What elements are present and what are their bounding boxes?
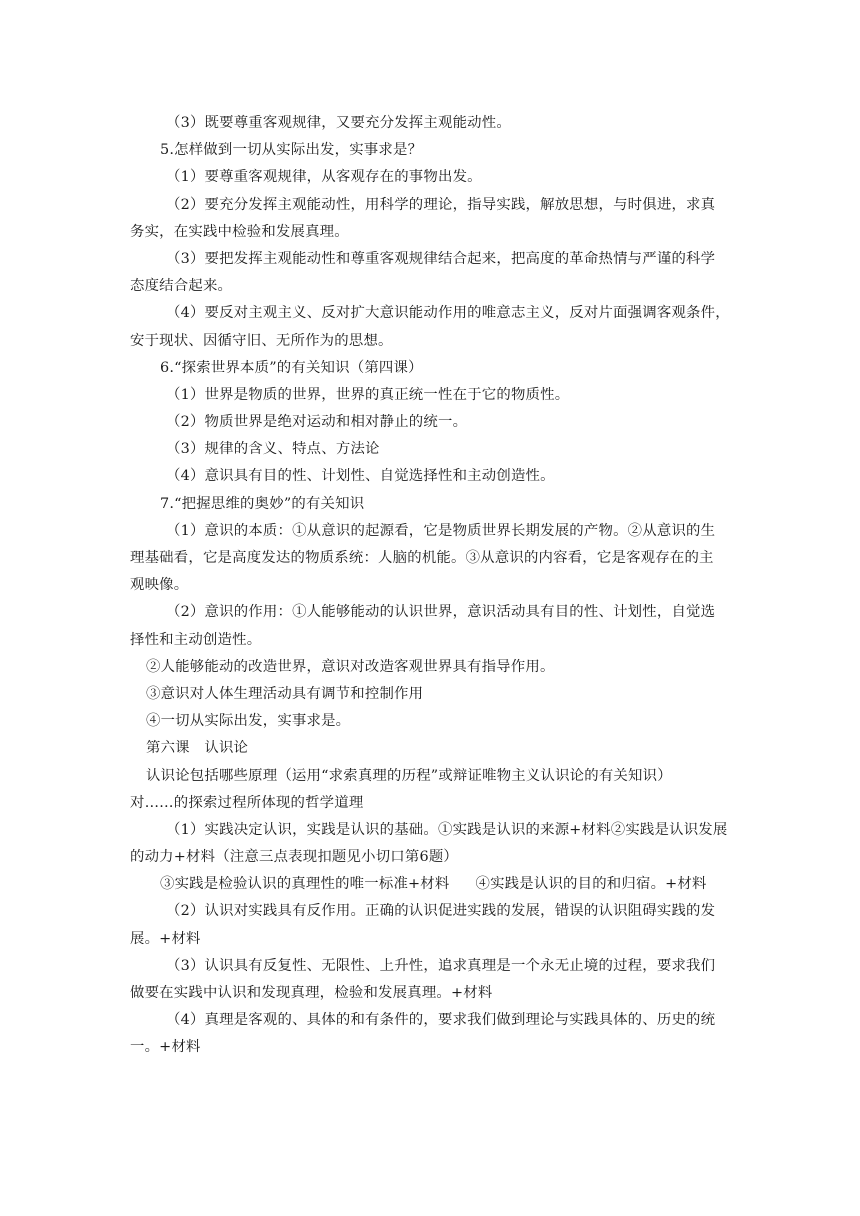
text-line: （2）认识对实践具有反作用。正确的认识促进实践的发展，错误的认识阻碍实践的发 [166,903,716,920]
text-line: （4）要反对主观主义、反对扩大意识能动作用的唯意志主义，反对片面强调客观条件， [166,305,730,322]
text-line: （3）既要尊重客观规律，又要充分发挥主观能动性。 [166,115,511,131]
text-line [130,871,730,898]
chapter-heading: 第六课 认识论 [146,740,249,757]
text-line: （3）要把发挥主观能动性和尊重客观规律结合起来，把高度的革命热情与严谨的科学 [166,250,716,267]
text-line: （4）真理是客观的、具体的和有条件的，要求我们做到理论与实践具体的、历史的统 [166,1012,716,1029]
text-line: （1）要尊重客观规律，从客观存在的事物出发。 [166,169,482,186]
text-line: 做要在实践中认识和发现真理，检验和发展真理。+材料 [130,985,493,1001]
text-line: 展。+材料 [130,930,201,947]
text-line: （2）意识的作用：①人能够能动的认识世界，意识活动具有目的性、计划性，自觉选 [166,604,716,621]
text-line: （1）实践决定认识，实践是认识的基础。①实践是认识的来源+材料②实践是认识发展 [166,821,728,838]
text-line: 对……的探索过程所体现的哲学道理 [130,794,364,811]
text-line: 认识论包括哪些原理（运用“求索真理的历程”或辩证唯物主义认识论的有关知识） [146,767,672,784]
text-line: （3）认识具有反复性、无限性、上升性，追求真理是一个永无止境的过程，要求我们 [166,957,716,974]
text-line: 理基础看，它是高度发达的物质系统：人脑的机能。③从意识的内容看，它是客观存在的主 [130,550,714,566]
text-line: 的动力+材料（注意三点表现扣题见小切口第6题） [130,849,459,866]
text-line: ②人能够能动的改造世界，意识对改造客观世界具有指导作用。 [146,658,555,675]
text-line: （3）规律的含义、特点、方法论 [166,441,380,458]
text-line: 态度结合起来。 [130,278,233,295]
section-heading: 6.“探索世界本质”的有关知识（第四课） [160,359,423,376]
text-line: 安于现状、因循守旧、无所作为的思想。 [130,332,393,349]
text-line: ③意识对人体生理活动具有调节和控制作用 [146,685,424,702]
text-line: 务实，在实践中检验和发展真理。 [130,223,349,240]
text-line: 一。+材料 [130,1039,201,1056]
text-line: （1）意识的本质：①从意识的起源看，它是物质世界长期发展的产物。②从意识的生 [166,522,716,539]
document-body [130,110,730,1062]
text-line: （1）世界是物质的世界，世界的真正统一性在于它的物质性。 [166,386,570,403]
section-heading: 7.“把握思维的奥妙”的有关知识 [160,495,365,512]
text-line: （2）物质世界是绝对运动和相对静止的统一。 [166,414,468,431]
text-line: （2）要充分发挥主观能动性，用科学的理论，指导实践，解放思想，与时俱进，求真 [166,196,716,213]
text-line: 择性和主动创造性。 [130,631,262,648]
text-line: ④一切从实际出发，实事求是。 [146,713,351,730]
text-line: 观映像。 [130,577,189,594]
text-segment: ④实践是认识的目的和归宿。+材料 [475,876,707,893]
text-line: （4）意识具有目的性、计划性、自觉选择性和主动创造性。 [166,468,555,485]
section-heading: 5.怎样做到一切从实际出发，实事求是？ [160,142,423,159]
text-segment: ③实践是检验认识的真理性的唯一标准+材料 [160,876,450,893]
